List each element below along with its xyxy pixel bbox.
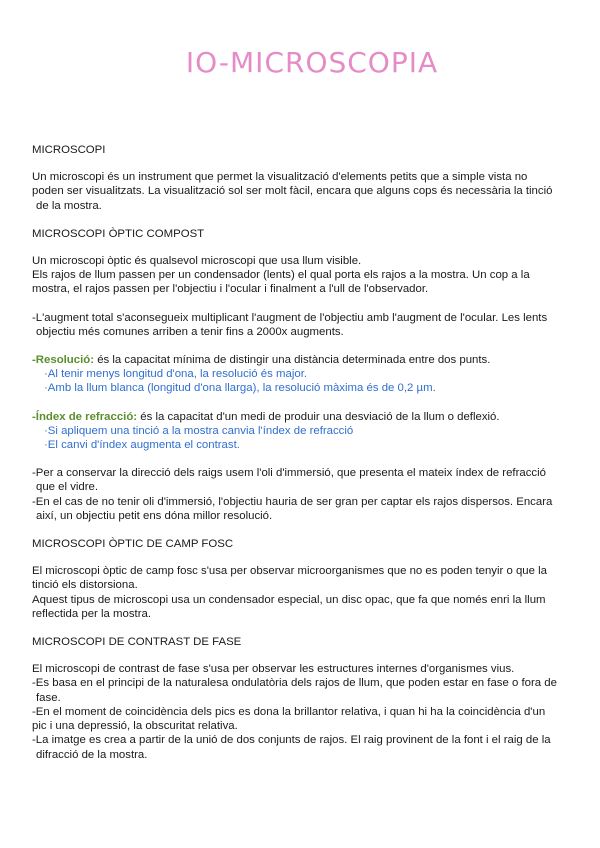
text-line: mostra, el rajos passen per l'objectiu i l'ocular i finalment a l'ull de l'observador.: [32, 283, 429, 296]
bullet-item: ·El canvi d'índex augmenta el contrast.: [44, 439, 240, 452]
text-line: -En el cas de no tenir oli d'immersió, l'objectiu hauria de ser gran per captar els rajos dispersos. Encara: [32, 495, 553, 508]
text-line: -En el moment de coincidència dels pics es dona la brillantor relativa, i quan hi ha la coincidència d'un: [32, 705, 546, 718]
text-line: poden ser visualitzats. La visualització sol ser molt fàcil, encara que alguns cops és necessària la tinció: [32, 185, 553, 198]
text-line: El microscopi òptic de camp fosc s'usa per observar microorganismes que no es poden tenyir o que la: [32, 565, 548, 578]
section-optic-compost: [32, 227, 572, 523]
text-line: Els rajos de llum passen per un condensador (lents) el qual porta els rajos a la mostra. Un cop a la: [32, 269, 530, 282]
text-line: pic i una depressió, la obscuritat relativa.: [32, 720, 238, 733]
term-definition: és la capacitat d'un medi de produir una desviació de la llum o deflexió.: [137, 410, 500, 423]
definition-resolucio: [32, 353, 572, 396]
section-heading: MICROSCOPI ÒPTIC DE CAMP FOSC: [32, 538, 234, 551]
term-label: -Resolució:: [32, 354, 95, 367]
page-title: IO-MICROSCOPIA: [185, 46, 439, 79]
text-line: de la mostra.: [36, 199, 102, 212]
text-line: Un microscopi és un instrument que permet la visualització d'elements petits que a simple vista no: [32, 171, 528, 184]
text-line: Un microscopi òptic és qualsevol microscopi que usa llum visible.: [32, 255, 362, 268]
paragraph: [32, 170, 572, 213]
paragraph: [32, 466, 572, 523]
text-line: difracció de la mostra.: [36, 748, 148, 761]
text-line: que el vidre.: [36, 481, 99, 494]
text-line: així, un objectiu petit ens dóna millor resolució.: [36, 509, 273, 522]
section-microscopi: [32, 143, 572, 213]
text-line: -Per a conservar la direcció dels raigs usem l'oli d'immersió, que presenta el mateix índex de refracció: [32, 467, 546, 480]
section-camp-fosc: [32, 537, 572, 621]
section-contrast-fase: [32, 635, 572, 762]
text-line: objectiu més comunes arriben a tenir fins a 2000x augments.: [36, 325, 344, 338]
text-line: reflectida per la mostra.: [32, 607, 152, 620]
text-line: -La imatge es crea a partir de la unió de dos conjunts de rajos. El raig provinent de la font i el raig de la: [32, 734, 551, 747]
text-line: Aquest tipus de microscopi usa un condensador especial, un disc opac, que fa que només enri la llum: [32, 593, 546, 606]
section-heading: MICROSCOPI ÒPTIC COMPOST: [32, 227, 205, 240]
term-label: -Índex de refracció:: [32, 410, 138, 423]
paragraph: [32, 564, 572, 621]
paragraph: [32, 254, 572, 297]
text-line: tinció els distorsiona.: [32, 579, 138, 592]
section-heading: MICROSCOPI: [32, 144, 106, 156]
bullet-item: ·Al tenir menys longitud d'ona, la resolució és major.: [44, 368, 308, 381]
text-line: fase.: [36, 691, 61, 704]
definition-line: [32, 410, 572, 424]
definition-index-refraccio: [32, 410, 572, 453]
bullet-item: ·Amb la llum blanca (longitud d'ona llarga), la resolució màxima és de 0,2 µm.: [44, 382, 436, 395]
text-line: -L'augment total s'aconsegueix multiplicant l'augment de l'objectiu amb l'augment de l'ocular. Les lents: [32, 311, 548, 324]
term-definition: és la capacitat mínima de distingir una distància determinada entre dos punts.: [94, 354, 491, 367]
paragraph: [32, 311, 572, 339]
bullet-item: ·Si apliquem una tinció a la mostra canvia l'índex de refracció: [44, 424, 354, 437]
paragraph: [32, 662, 572, 761]
text-line: -Es basa en el principi de la naturalesa ondulatòria dels rajos de llum, que poden estar en fase o fora de: [32, 677, 557, 690]
text-line: El microscopi de contrast de fase s'usa per observar les estructures internes d'organismes vius.: [32, 663, 515, 676]
definition-line: [32, 353, 572, 367]
section-heading: MICROSCOPI DE CONTRAST DE FASE: [32, 636, 242, 649]
document-body: [32, 143, 572, 776]
